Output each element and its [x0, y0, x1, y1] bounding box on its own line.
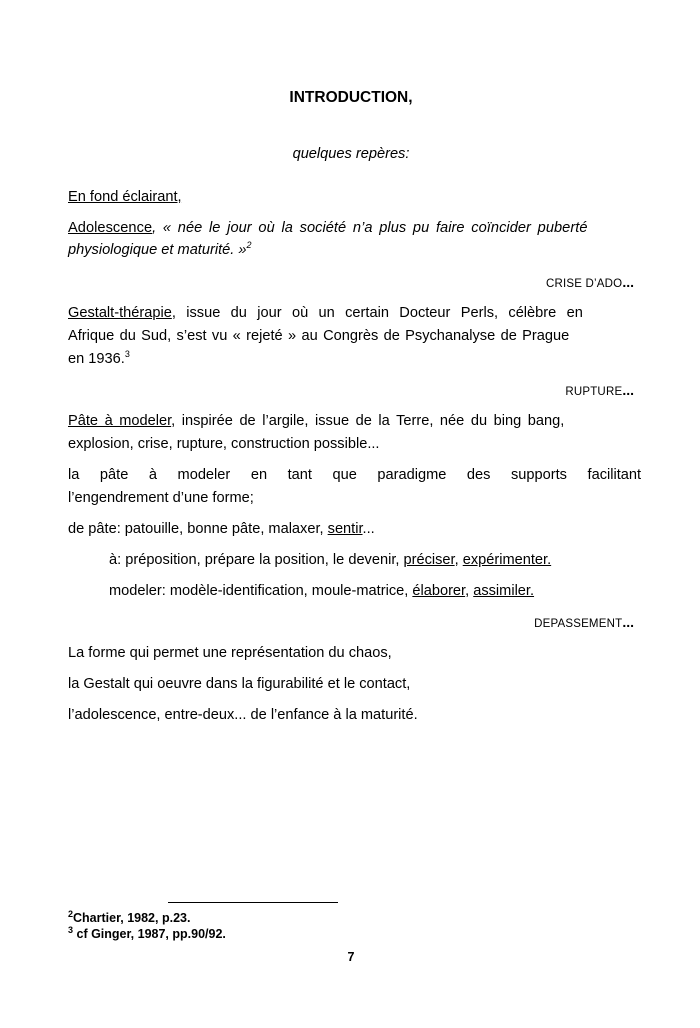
adolescence-line-1 [68, 218, 634, 238]
pate-line-2: explosion, crise, rupture, construction possible... [68, 436, 380, 452]
crise-label: CRISE D’ADO [546, 278, 623, 290]
closing-line-3: l’adolescence, entre-deux... de l’enfance à la maturité. [68, 707, 418, 723]
pate-text-1: , inspirée de l’argile, issue de la Terre, née du bing bang, [171, 413, 565, 429]
preposition-text: à: préposition, prépare la position, le devenir, [109, 552, 404, 568]
section-heading [68, 187, 634, 207]
closing-line-2: la Gestalt qui oeuvre dans la figurabilité et le contact, [68, 676, 411, 692]
modeler-line [109, 581, 634, 601]
preposition-line [109, 550, 634, 570]
depassement-marker [68, 612, 634, 634]
paradigme-line-2: l’engendrement d’une forme; [68, 490, 254, 506]
modeler-link-assimiler: assimiler. [473, 583, 535, 599]
modeler-link-elaborer: élaborer [412, 583, 466, 599]
adolescence-quote-end: physiologique et maturité. » [68, 242, 247, 258]
section-heading-text: En fond éclairant, [68, 189, 182, 205]
modeler-text: modeler: modèle-identification, moule-matrice, [109, 583, 413, 599]
footnote-2 [68, 910, 190, 926]
rupture-marker [68, 380, 634, 402]
modeler-sep: , [465, 583, 474, 599]
rupture-ellipsis: ... [622, 382, 634, 398]
depate-text: de pâte: patouille, bonne pâte, malaxer, [68, 521, 328, 537]
depate-link-sentir: sentir [327, 521, 363, 537]
footnote-2-text: Chartier, 1982, p.23. [73, 911, 191, 925]
preposition-sep: , [454, 552, 463, 568]
pate-term: Pâte à modeler [68, 413, 172, 429]
gestalt-line-1 [68, 303, 634, 323]
depassement-ellipsis: ... [622, 614, 634, 630]
adolescence-line-2 [68, 240, 634, 260]
preposition-link-preciser: préciser [403, 552, 455, 568]
footnote-divider [168, 902, 338, 903]
adolescence-term: Adolescence [68, 220, 153, 236]
page-number: 7 [347, 950, 355, 964]
depate-line [68, 519, 634, 539]
crise-marker [68, 272, 634, 294]
gestalt-line-2: Afrique du Sud, s’est vu « rejeté » au Congrès de Psychanalyse de Prague [68, 328, 570, 344]
gestalt-text-1: , issue du jour où un certain Docteur Perls, célèbre en [171, 305, 583, 321]
gestalt-line-3 [68, 349, 634, 369]
footnote-3-text: cf Ginger, 1987, pp.90/92. [73, 927, 226, 941]
footnote-2-number: 2 [68, 908, 74, 919]
paradigme-line-1: la pâte à modeler en tant que paradigme des supports facilitant [68, 467, 642, 483]
closing-line-1: La forme qui permet une représentation du chaos, [68, 645, 392, 661]
gestalt-term: Gestalt-thérapie [68, 305, 172, 321]
footnote-3 [68, 926, 226, 942]
depate-tail: ... [362, 521, 375, 537]
adolescence-quote-start: , « née le jour où la société n’a plus pu faire coïncider puberté [152, 220, 588, 236]
crise-ellipsis: ... [622, 274, 634, 290]
rupture-label: RUPTURE [565, 386, 623, 398]
gestalt-text-3: en 1936. [68, 351, 125, 367]
document-page [68, 0, 642, 1028]
pate-line-1 [68, 411, 634, 431]
depassement-label: DEPASSEMENT [534, 618, 623, 630]
page-subtitle: quelques repères: [292, 146, 410, 162]
page-title: INTRODUCTION, [289, 89, 413, 106]
footnote-ref-3: 3 [124, 349, 130, 360]
preposition-link-experimenter: expérimenter. [462, 552, 552, 568]
footnote-3-number: 3 [68, 924, 74, 935]
footnote-ref-2: 2 [246, 240, 252, 251]
